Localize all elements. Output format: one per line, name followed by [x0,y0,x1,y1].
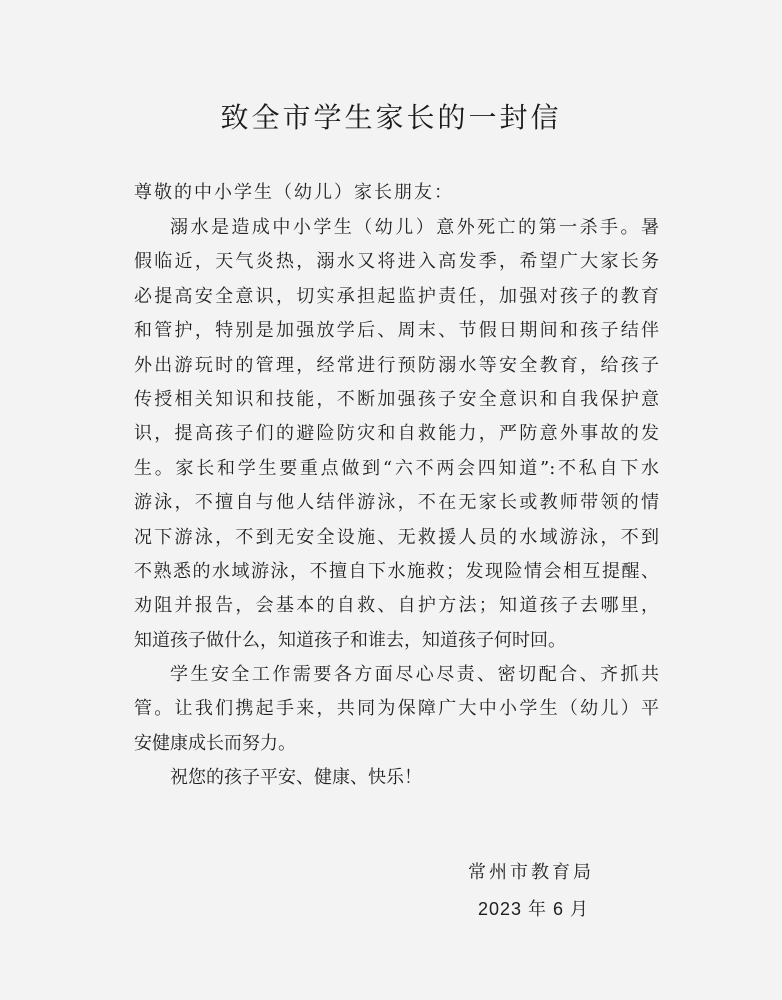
signature-block [468,856,628,926]
paragraph-line: 识，提高孩子们的避险防灾和自救能力，严防意外事故的发 [134,423,659,445]
paragraph-line: 安健康成长而努力。 [134,732,296,754]
paragraph-line: 不熟悉的水域游泳，不擅自下水施救；发现险情会相互提醒、 [134,560,659,582]
letter-body [134,211,659,796]
paragraph-line: 生。家长和学生要重点做到“六不两会四知道”:不私自下水 [134,457,659,479]
paragraph-line: 况下游泳，不到无安全设施、无救援人员的水域游泳，不到 [134,526,659,548]
letter-title: 致全市学生家长的一封信 [220,101,562,134]
paragraph-line: 和管护，特别是加强放学后、周末、节假日期间和孩子结伴 [134,320,659,342]
paragraph-cooperation [134,658,659,761]
signature-organization: 常州市教育局 [468,862,594,883]
paragraph-line: 溺水是造成中小学生（幼儿）意外死亡的第一杀手。暑 [170,217,659,238]
paragraph-line: 劝阻并报告，会基本的自救、自护方法；知道孩子去哪里， [134,595,659,617]
salutation: 尊敬的中小学生（幼儿）家长朋友： [134,182,454,203]
paragraph-line: 游泳，不擅自与他人结伴游泳，不在无家长或教师带领的情 [134,492,659,514]
paragraph-line: 假临近，天气炎热，溺水又将进入高发季，希望广大家长务 [134,251,659,273]
paragraph-line: 管。让我们携起手来，共同为保障广大中小学生（幼儿）平 [134,698,659,720]
paragraph-drowning-warning [134,211,659,658]
paragraph-closing-wish [134,761,659,795]
paragraph-line: 学生安全工作需要各方面尽心尽责、密切配合、齐抓共 [170,664,659,686]
paragraph-line: 必提高安全意识，切实承担起监护责任，加强对孩子的教育 [134,285,659,307]
paragraph-line: 祝您的孩子平安、健康、快乐！ [170,767,422,789]
signature-date: 2023 年 6 月 [478,899,590,919]
paragraph-line: 传授相关知识和技能，不断加强孩子安全意识和自我保护意 [134,388,659,410]
paragraph-line: 知道孩子做什么，知道孩子和谁去，知道孩子何时回。 [134,629,566,651]
paragraph-line: 外出游玩时的管理，经常进行预防溺水等安全教育，给孩子 [134,354,659,376]
